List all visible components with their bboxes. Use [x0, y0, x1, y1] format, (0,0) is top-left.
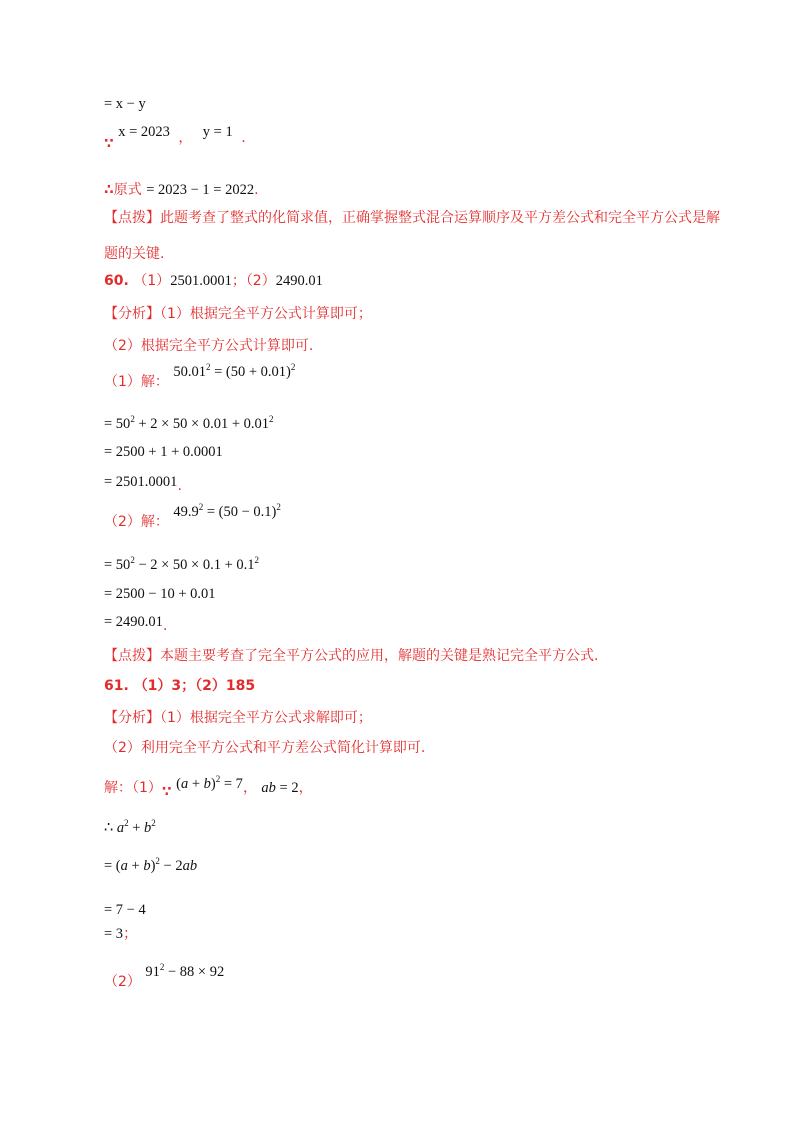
q61-step-expand: = $(a + b)^2 - 2ab$ — [104, 856, 198, 874]
q60-answer1: 2501.0001 — [170, 273, 232, 289]
x-value: x = 2023 — [118, 124, 170, 140]
q61-sol-label: 解：（1） — [104, 780, 162, 796]
q60-part2-label: （2） — [245, 273, 276, 289]
q60-sol1-step2: = 2500 + 1 + 0.0001 — [104, 444, 223, 460]
q61-solution1-header — [104, 774, 313, 800]
q60-answer2: 2490.01 — [275, 273, 323, 289]
eq-x-minus-y — [104, 94, 146, 114]
q60-tip: 【点拨】本题主要考查了完全平方公式的应用，解题的关键是熟记完全平方公式. — [104, 648, 599, 664]
q60-sol2-step2: = 2500 − 10 + 0.01 — [104, 586, 216, 602]
result-period: . — [254, 182, 259, 198]
therefore-symbol: ∴ — [104, 182, 114, 198]
given-values-line — [104, 124, 246, 152]
q61-result-3: = 3 — [104, 926, 124, 942]
q60-semicolon: ； — [231, 273, 246, 289]
q60-sol1-expression: $50.01^2 = (50 + 0.01)^2$ — [173, 362, 296, 380]
q61-part2-expression: $91^2 - 88 \times 92$ — [145, 962, 225, 980]
q61-because-symbol: ∵ — [161, 784, 172, 800]
q60-sol2-step1: = $50^2 - 2 \times 50 \times 0.1 + 0.1^2$ — [104, 555, 260, 573]
q60-sol2-period: . — [162, 618, 168, 634]
separator-period: . — [241, 130, 246, 146]
because-symbol: ∵ — [104, 136, 114, 152]
q60-answer-line — [104, 271, 323, 291]
q60-sol1-label: （1）解： — [104, 374, 169, 390]
q61-comma: ， — [242, 780, 257, 796]
q61-analysis-1: 【分析】（1）根据完全平方公式求解即可； — [104, 710, 372, 726]
q60-sol1-step3: = 2501.0001. — [104, 474, 182, 494]
q61-therefore-symbol: ∴ — [104, 820, 114, 836]
y-value: y = 1 — [202, 124, 233, 140]
q60-sol2-label: （2）解： — [104, 514, 169, 530]
q61-comma-2: ， — [298, 780, 313, 796]
result-line — [104, 180, 259, 200]
q60-part1-label: （1） — [133, 273, 171, 289]
q60-analysis-2: （2）根据完全平方公式计算即可. — [104, 338, 314, 354]
q60-sol2-expression: $49.9^2 = (50 - 0.1)^2$ — [173, 502, 281, 520]
q60-number: 60. — [104, 273, 129, 289]
q61-semicolon: ； — [123, 926, 138, 942]
result-2022: = 2023 − 1 = 2022 — [146, 182, 255, 198]
q61-step-7minus4: = 7 − 4 — [104, 902, 146, 918]
q60-sol1-period: . — [177, 478, 182, 494]
q61-given-expression: $(a + b)^2 = 7$ — [176, 774, 243, 792]
q61-step-a2b2: ∴ $a^2 + b^2$ — [104, 818, 156, 836]
q61-analysis-2: （2）利用完全平方公式和平方差公式简化计算即可. — [104, 740, 426, 756]
q60-solution1-header — [104, 362, 296, 392]
q61-number: 61. — [104, 678, 129, 694]
q61-answer-line — [104, 676, 255, 696]
eq-text: = x − y — [104, 96, 146, 112]
q60-solution2-header — [104, 502, 281, 532]
tip-paragraph-59: 【点拨】此题考查了整式的化简求值，正确掌握整式混合运算顺序及平方差公式和完全平方公式是解题的关键. — [104, 210, 720, 262]
q60-sol2-step3: = 2490.01. — [104, 614, 168, 634]
q61-answers: （1）3；（2）185 — [133, 678, 256, 694]
separator-comma: ， — [178, 130, 193, 146]
q60-sol1-step1: = $50^2 + 2 \times 50 \times 0.01 + 0.01^2$ — [104, 414, 274, 432]
q61-part2-header — [104, 962, 225, 990]
q61-given-ab: ab = 2 — [261, 780, 299, 796]
q61-step-result — [104, 924, 137, 944]
q61-part2-label: （2） — [104, 974, 141, 990]
q60-analysis-1: 【分析】（1）根据完全平方公式计算即可； — [104, 306, 372, 322]
yuanshi-label: 原式 — [113, 182, 142, 198]
